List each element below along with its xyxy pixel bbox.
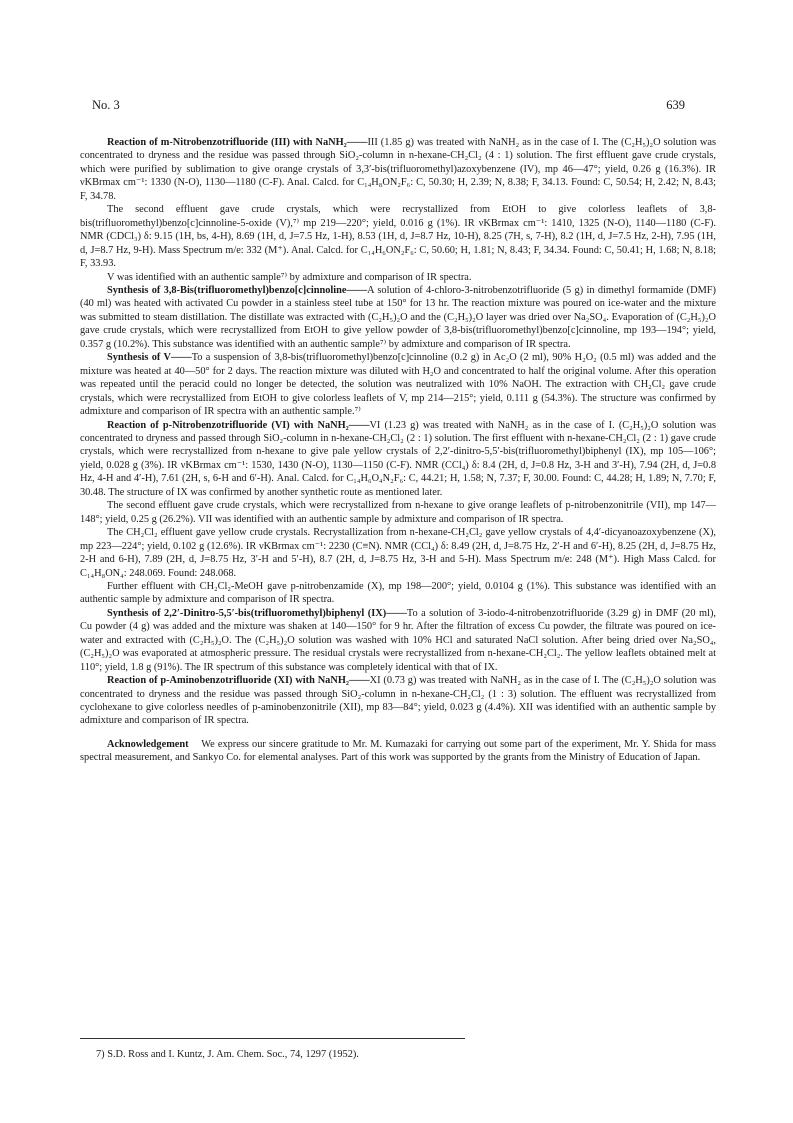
paragraph-heading: Synthesis of V—— [107,352,192,364]
paragraph-text: The CH₂Cl₂ effluent gave yellow crude crystals. Recrystallization from n-hexane-CH₂Cl₂ gave yellow crystals of 4,4′-dicyanoazoxybenzene (X), mp 223—224°; yield, 0.102 g (12.6%). IR νKBrmax cm⁻¹: 2230 (C≡N). NMR (CCl₄) δ: 8.49 (2H, d, J=8.75 Hz, 2′-H and 6′-H), 8.25 (2H, d, J=8.75 Hz, 2-H and 6-H), 7.89 (2H, d, J=8.75 Hz, 3′-H and 5′-H), 8.7 (2H, d, J=8.75 Hz, 3-H and 5-H). Mass Spectrum m/e: 248 (M⁺). High Mass Calcd. for C₁₄H₈ON₄: 248.069. Found: 248.068. [80,527,716,579]
paragraph-heading: Reaction of p-Nitrobenzotrifluoride (VI) with NaNH₂—— [107,419,370,431]
paragraph-text: VI (1.23 g) was treated with NaNH₂ as in the case of I. (C₂H₅)₂O solution was concentrated to dryness and passed through SiO₂-column in n-hexane-CH₂Cl₂ (2 : 1) solution. The first effluent with n-hexane-CH₂Cl₂ (2 : 1) gave crude crystals, which were recrystallized from n-hexane to give pale yellow crystals of 2,2′-dinitro-5,5′-bis(trifluoromethyl)biphenyl (IX), mp 105—106°; yield, 0.028 g (3%). IR νKBrmax cm⁻¹: 1530, 1430 (N-O), 1130—1150 (C-F). NMR (CCl₄) δ: 8.4 (2H, d, J=0.8 Hz, 3-H and 3′-H), 7.94 (2H, d, J=0.8 Hz, 4-H and 4′-H), 7.61 (2H, s, 6-H and 6′-H). Anal. Calcd. for C₁₄H₆O₄N₂F₆: C, 44.21; H, 1.58; N, 7.37; F, 30.00. Found: C, 44.28; H, 1.89; N, 7.70; F, 30.48. The structure of IX was confirmed by another synthetic route as mentioned later. [80,419,716,498]
paragraph-second-effluent [80,203,716,270]
paragraph-vii [80,499,716,526]
paragraph-nitrobenzamide [80,580,716,607]
paragraph-text: Further effluent with CH₂Cl₂-MeOH gave p-nitrobenzamide (X), mp 198—200°; yield, 0.0104 g (1%). This substance was identified with an authentic sample by admixture and comparison of IR spectra. [80,580,716,606]
acknowledgement-text: We express our sincere gratitude to Mr. M. Kumazaki for carrying out some part of the experiment, Mr. Y. Shida for mass spectral measurement, and Sankyo Co. for elemental analyses. Part of this work was supported by the grants from the Ministry of Education of Japan. [80,738,716,764]
paragraph-text: The second effluent gave crude crystals, which were recrystallized from n-hexane to give orange leaflets of p-nitrobenzonitrile (VII), mp 147—148°; yield, 0.25 g (26.2%). VII was identified with an authentic sample by admixture and comparison of IR spectra. [80,500,716,525]
paragraph-text: To a solution of 3-iodo-4-nitrobenzotrifluoride (3.29 g) in DMF (20 ml), Cu powder (4 g) was added and the mixture was shaken at 140—150° for 9 hr. After the filtration of excess Cu powder, the filtrate was poured on ice-water and extracted with (C₂H₅)₂O. The (C₂H₅)₂O solution was washed with 10% HCl and saturated NaCl solution. After being dried over Na₂SO₄, (C₂H₅)₂O was evaporated at atmospheric pressure. The residual crystals were recrystallized from n-hexane-CH₂Cl₂. The yellow leaflets obtained melt at 110°; yield, 1.8 g (91%). The IR spectrum of this substance was completely identical with that of IX. [80,607,716,673]
paragraph-heading: Reaction of p-Aminobenzotrifluoride (XI) with NaNH₂—— [107,675,370,687]
paragraph-v-identified [80,271,716,284]
paragraph-heading: Synthesis of 3,8-Bis(trifluoromethyl)benzo[c]cinnoline—— [107,284,368,296]
page-number: 639 [666,98,685,112]
paragraph-reaction-vi [80,419,716,500]
paragraph-synthesis-cinnoline [80,284,716,351]
paragraph-reaction-iii [80,136,716,203]
paragraph-synthesis-ix [80,607,716,674]
paragraph-heading: Reaction of m-Nitrobenzotrifluoride (III) with NaNH₂—— [107,137,368,148]
paragraph-text: To a suspension of 3,8-bis(trifluoromethyl)benzo[c]cinnoline (0.2 g) in Ac₂O (2 ml), 90% H₂O₂ (0.5 ml) was added and the mixture was heated at 40—50° for 2 days. The reaction mixture was diluted with H₂O and concentrated to half the original volume. After this operation was repeated until the peracid could no longer be detected, the solution was neutralized with 10% NaOH. The extraction with CH₂Cl₂ gave crude crystals, which were recrystallized from EtOH to give colorless leaflets of V, mp 214—215°; yield, 0.111 g (54.3%). The structure was confirmed by admixture and comparison of IR spectra with an authentic sample.⁷⁾ [80,352,716,418]
paragraph-text: The second effluent gave crude crystals, which were recrystallized from EtOH to give colorless leaflets of 3,8-bis(trifluoromethyl)benzo[c]cinnoline-5-oxide (V),⁷⁾ mp 219—220°; yield, 0.016 g (1%). IR νKBrmax cm⁻¹: 1410, 1325 (N-O), 1140—1180 (C-F). NMR (CDCl₃) δ: 9.15 (1H, bs, 4-H), 8.69 (1H, d, J=7.5 Hz, 1-H), 8.53 (1H, d, J=8.7 Hz, 10-H), 8.25 (7H, s, 7-H), 8.2 (1H, d, J=7.5 Hz, 2-H), 7.95 (1H, d, J=8.7 Hz, 9-H). Mass Spectrum m/e: 332 (M⁺). Anal. Calcd. for C₁₄H₆ON₂F₆: C, 50.60; H, 1.81; N, 8.43; F, 34.34. Found: C, 50.41; H, 1.68; N, 8.18; F, 33.93. [80,204,716,270]
page-header [92,98,701,114]
paragraph-synthesis-v [80,351,716,418]
footnote-divider [80,1038,465,1039]
paragraph-x [80,526,716,580]
issue-number: No. 3 [92,98,120,112]
paragraph-text: V was identified with an authentic sample⁷⁾ by admixture and comparison of IR spectra. [107,271,472,283]
paragraph-heading: Synthesis of 2,2′-Dinitro-5,5′-bis(trifluoromethyl)biphenyl (IX)—— [107,607,407,619]
paragraph-text: XI (0.73 g) was treated with NaNH₂ as in the case of I. The (C₂H₅)₂O solution was concentrated to dryness and the residue was passed through SiO₂-column in n-hexane-CH₂Cl₂ (1 : 3) solution. The effluent was recrystallized from cyclohexane to give colorless needles of p-aminobenzonitrile (XII), mp 83—84°; yield, 0.023 g (4.4%). XII was identified with an authentic sample by admixture and comparison of IR spectra. [80,675,716,727]
paragraph-text: III (1.85 g) was treated with NaNH₂ as in the case of I. The (C₂H₅)₂O solution was concentrated to dryness and the residue was passed through SiO₂-column in n-hexane-CH₂Cl₂ (4 : 1) solution. The first effluent gave crude crystals, which were purified by sublimation to give orange crystals of 3,3′-bis(trifluoromethyl)azoxybenzene (IV), mp 46—47°; yield, 0.26 g (16.3%). IR νKBrmax cm⁻¹: 1330 (N-O), 1130—1180 (C-F). Anal. Calcd. for C₁₄H₈ON₂F₆: C, 50.30; H, 2.39; N, 8.38; F, 34.13. Found: C, 50.54; H, 2.42; N, 8.43; F, 34.78. [80,137,716,202]
paragraph-text: A solution of 4-chloro-3-nitrobenzotrifluoride (5 g) in dimethyl formamide (DMF) (40 ml) was heated with activated Cu powder in a stainless steel tube at 150° for 13 hr. The reaction mixture was poured on ice-water and the mixture was submitted to steam distillation. The distillate was extracted with (C₂H₅)₂O and the (C₂H₅)₂O layer was dried over Na₂SO₄. Evaporation of (C₂H₅)₂O gave crude crystals, which were recrystallized from EtOH to give yellow powder of 3,8-bis(trifluoromethyl)benzo[c]cinnoline, mp 193—194°; yield, 0.357 g (10.2%). This substance was identified with an authentic sample⁷⁾ by admixture and comparison of IR spectra. [80,284,716,350]
acknowledgement-heading: Acknowledgement [107,738,189,750]
acknowledgement [80,738,716,765]
footnote: 7) S.D. Ross and I. Kuntz, J. Am. Chem. Soc., 74, 1297 (1952). [96,1049,359,1060]
paragraph-reaction-xi [80,674,716,728]
article-body [80,136,716,765]
